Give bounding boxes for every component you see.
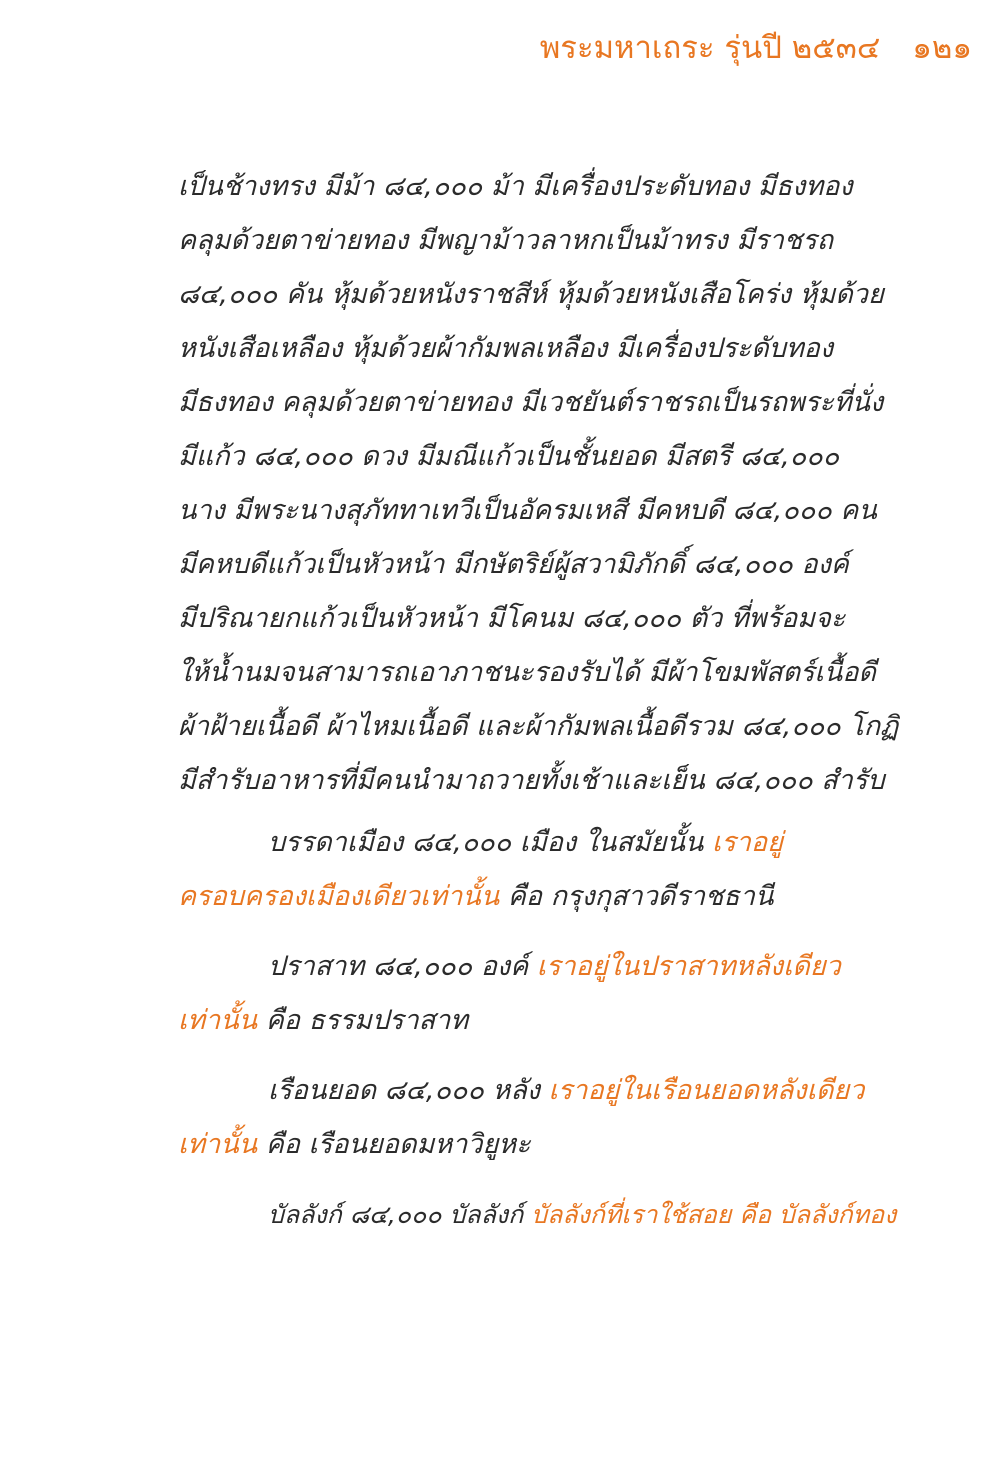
page-body [178, 160, 904, 1242]
plain-text: เรือนยอด ๘๔,๐๐๐ หลัง [268, 1075, 549, 1106]
text-line [178, 1118, 904, 1172]
paragraph-palaces [178, 940, 904, 1048]
highlight-text: บัลลังก์ที่เราใช้สอย คือ บัลลังก์ทอง [531, 1200, 897, 1229]
highlight-text: เท่านั้น [178, 1005, 258, 1036]
paragraph-spires [178, 1064, 904, 1172]
highlight-text: เท่านั้น [178, 1129, 258, 1160]
text-line: ๘๔,๐๐๐ คัน หุ้มด้วยหนังราชสีห์ หุ้มด้วยหนังเสือโคร่ง หุ้มด้วย [178, 279, 884, 310]
plain-text: ปราสาท ๘๔,๐๐๐ องค์ [268, 951, 537, 982]
highlight-text: เราอยู่ [711, 827, 783, 858]
highlight-text: ครอบครองเมืองเดียวเท่านั้น [178, 881, 500, 912]
text-line: ให้น้ำนมจนสามารถเอาภาชนะรองรับได้ มีผ้าโขมพัสตร์เนื้อดี [178, 657, 876, 688]
text-line: มีปริณายกแก้วเป็นหัวหน้า มีโคนม ๘๔,๐๐๐ ตัว ที่พร้อมจะ [178, 603, 846, 634]
text-line: หนังเสือเหลือง หุ้มด้วยผ้ากัมพลเหลือง มีเครื่องประดับทอง [178, 333, 834, 364]
text-line: เป็นช้างทรง มีม้า ๘๔,๐๐๐ ม้า มีเครื่องประดับทอง มีธงทอง [178, 171, 853, 202]
paragraph-thrones [178, 1188, 904, 1242]
text-line: มีสำรับอาหารที่มีคนนำมาถวายทั้งเช้าและเย็น ๘๔,๐๐๐ สำรับ [178, 765, 885, 796]
text-line [178, 994, 904, 1048]
text-line [178, 816, 904, 870]
plain-text: บรรดาเมือง ๘๔,๐๐๐ เมือง ในสมัยนั้น [268, 827, 712, 858]
plain-text: คือ เรือนยอดมหาวิยูหะ [257, 1129, 531, 1160]
text-line: นาง มีพระนางสุภัททาเทวีเป็นอัครมเหสี มีคหบดี ๘๔,๐๐๐ คน [178, 495, 877, 526]
highlight-text: เราอยู่ในเรือนยอดหลังเดียว [548, 1075, 865, 1106]
text-line [178, 940, 904, 994]
plain-text: บัลลังก์ ๘๔,๐๐๐ บัลลังก์ [268, 1200, 532, 1229]
plain-text: คือ ธรรมปราสาท [257, 1005, 469, 1036]
text-line [178, 1064, 904, 1118]
text-line: ผ้าฝ้ายเนื้อดี ผ้าไหมเนื้อดี และผ้ากัมพลเนื้อดีรวม ๘๔,๐๐๐ โกฏิ [178, 711, 899, 742]
highlight-text: เราอยู่ในปราสาทหลังเดียว [536, 951, 841, 982]
paragraph-cities [178, 816, 904, 924]
text-line: มีธงทอง คลุมด้วยตาข่ายทอง มีเวชยันต์ราชรถเป็นรถพระที่นั่ง [178, 387, 884, 418]
plain-text: คือ กรุงกุสาวดีราชธานี [499, 881, 774, 912]
page-number: ๑๒๑ [912, 30, 972, 66]
text-line: มีแก้ว ๘๔,๐๐๐ ดวง มีมณีแก้วเป็นชั้นยอด มีสตรี ๘๔,๐๐๐ [178, 441, 840, 472]
text-line [178, 1188, 904, 1242]
text-line [178, 870, 904, 924]
text-line: คลุมด้วยตาข่ายทอง มีพญาม้าวลาหกเป็นม้าทรง มีราชรถ [178, 225, 834, 256]
text-line: มีคหบดีแก้วเป็นหัวหน้า มีกษัตริย์ผู้สวามิภักดิ์ ๘๔,๐๐๐ องค์ [178, 549, 849, 580]
running-header [540, 28, 972, 68]
paragraph-treasures [178, 160, 904, 808]
book-title: พระมหาเถระ รุ่นปี ๒๕๓๔ [539, 30, 881, 66]
